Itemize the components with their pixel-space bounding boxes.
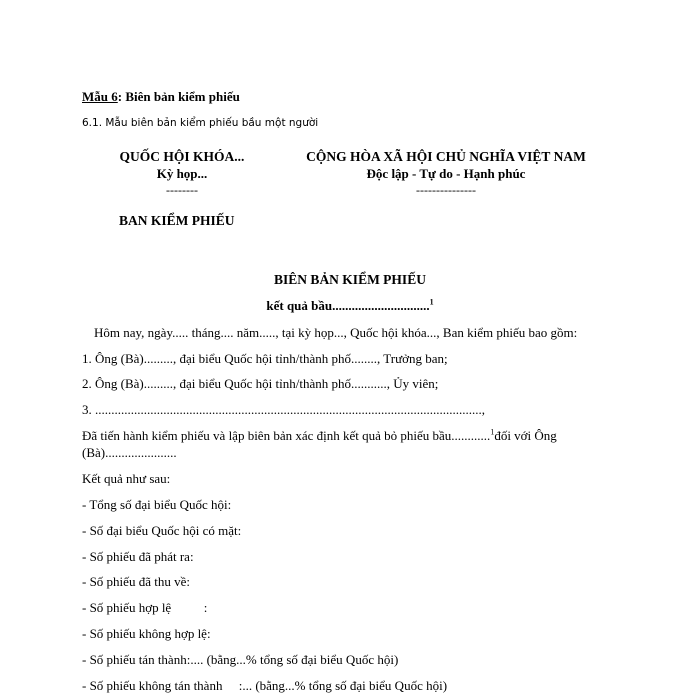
- proceeding-text: Đã tiến hành kiểm phiếu và lập biên bản xác định kết quả bỏ phiếu bầu............: [82, 428, 491, 443]
- result-approve-ballots: - Số phiếu tán thành:.... (bằng...% tổng số đại biểu Quốc hội): [82, 652, 399, 667]
- proceeding-line-2: (Bà)......................: [82, 445, 177, 460]
- member-line-3: 3. .......................................................................................................................,: [82, 402, 485, 417]
- result-total-delegates: - Tổng số đại biểu Quốc hội:: [82, 497, 232, 512]
- intro-paragraph: Hôm nay, ngày..... tháng.... năm....., tại kỳ họp..., Quốc hội khóa..., Ban kiểm phiếu bao gồm:: [94, 325, 578, 340]
- right-header: [296, 148, 596, 198]
- meeting-number: Kỳ họp...: [156, 166, 208, 181]
- subheading: 6.1. Mẫu biên bản kiểm phiếu bầu một người: [82, 117, 319, 129]
- left-header: [96, 148, 268, 198]
- results-heading: Kết quả như sau:: [82, 471, 171, 486]
- result-present-delegates: - Số đại biểu Quốc hội có mặt:: [82, 523, 242, 538]
- form-number: Mẫu 6: [82, 89, 118, 104]
- document-subtitle: [0, 298, 700, 314]
- member-line-2: 2. Ông (Bà)........., đại biểu Quốc hội tỉnh/thành phố..........., Ủy viên;: [82, 376, 439, 391]
- result-collected-ballots: - Số phiếu đã thu về:: [82, 574, 190, 589]
- proceeding-text-end: đối với Ông: [494, 428, 557, 443]
- document-title: BIÊN BẢN KIỂM PHIẾU: [274, 272, 426, 287]
- proceeding-paragraph: [82, 428, 557, 444]
- result-valid-ballots: - Số phiếu hợp lệ :: [82, 600, 208, 615]
- committee-name: BAN KIỂM PHIẾU: [119, 213, 235, 228]
- result-invalid-ballots: - Số phiếu không hợp lệ:: [82, 626, 211, 641]
- member-line-1: 1. Ông (Bà)........., đại biểu Quốc hội tỉnh/thành phố........, Trưởng ban;: [82, 351, 448, 366]
- footnote-marker: 1: [490, 427, 495, 437]
- right-divider: ---------------: [416, 183, 476, 197]
- national-motto: Độc lập - Tự do - Hạnh phúc: [366, 166, 526, 181]
- footnote-marker: 1: [429, 297, 434, 307]
- left-divider: --------: [166, 183, 198, 197]
- national-title: CỘNG HÒA XÃ HỘI CHỦ NGHĨA VIỆT NAM: [306, 149, 586, 164]
- result-disapprove-ballots: - Số phiếu không tán thành :... (bằng...% tổng số đại biểu Quốc hội): [82, 678, 448, 693]
- form-heading: [82, 89, 240, 105]
- form-title: : Biên bản kiểm phiếu: [117, 89, 240, 104]
- result-issued-ballots: - Số phiếu đã phát ra:: [82, 549, 194, 564]
- election-subject: kết quả bầu..............................: [266, 298, 430, 313]
- assembly-session-title: QUỐC HỘI KHÓA...: [119, 149, 245, 164]
